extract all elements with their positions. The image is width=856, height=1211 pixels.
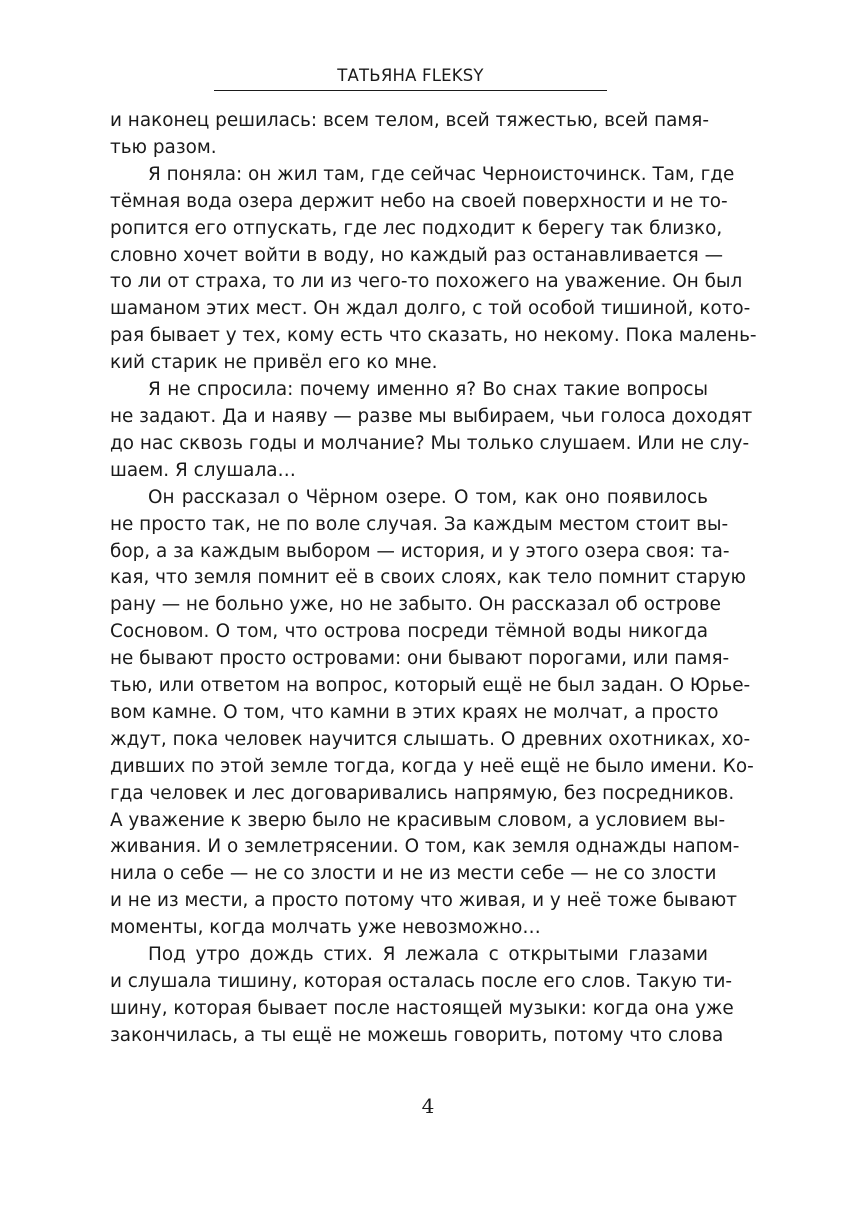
paragraph <box>110 942 734 1050</box>
text-line: до нас сквозь годы и молчание? Мы только слушаем. Или не слу- <box>110 432 750 454</box>
paragraph <box>110 108 708 162</box>
text-line: вом камне. О том, что камни в этих краях не молчат, а просто <box>110 701 719 723</box>
text-line: А уважение к зверю было не красивым словом, а условием вы- <box>110 809 726 831</box>
text-line: не просто так, не по воле случая. За каждым местом стоит вы- <box>110 513 729 535</box>
page-number: 4 <box>421 1094 435 1118</box>
text-line: тёмная вода озера держит небо на своей поверхности и не то- <box>110 190 728 212</box>
text-line: не бывают просто островами: они бывают порогами, или памя- <box>110 648 730 670</box>
text-line: словно хочет войти в воду, но каждый раз останавливается — <box>110 244 723 266</box>
text-line: шаем. Я слушала… <box>110 459 296 481</box>
text-line: Он рассказал о Чёрном озере. О том, как оно появилось <box>148 486 708 508</box>
text-line: ропится его отпускать, где лес подходит к берегу так близко, <box>110 217 723 239</box>
text-line: кая, что земля помнит её в своих слоях, как тело помнит старую <box>110 567 746 589</box>
text-line: не задают. Да и наяву — разве мы выбираем, чьи голоса доходят <box>110 405 753 427</box>
text-line: кий старик не привёл его ко мне. <box>110 352 438 374</box>
text-line: гда человек и лес договаривались напрямую, без посредников. <box>110 782 735 804</box>
text-line: живания. И о землетрясении. О том, как земля однажды напом- <box>110 836 740 858</box>
text-line: и наконец решилась: всем телом, всей тяжестью, всей памя- <box>110 110 710 131</box>
paragraph <box>110 162 757 377</box>
text-line: рану — не больно уже, но не забыто. Он рассказал об острове <box>110 594 721 616</box>
text-line: рая бывает у тех, кому есть что сказать, но некому. Пока малень- <box>110 325 757 347</box>
text-line: нила о себе — не со злости и не из мести себе — не со злости <box>110 863 717 885</box>
text-line: бор, а за каждым выбором — история, и у этого озера своя: та- <box>110 540 730 562</box>
running-header <box>214 64 607 91</box>
paragraph <box>110 377 753 485</box>
text-line: и не из мести, а просто потому что живая, и у неё тоже бывают <box>110 890 737 912</box>
text-line: шину, которая бывает после настоящей музыки: когда она уже <box>110 997 734 1019</box>
running-header-title: ТАТЬЯНА FLEKSY <box>337 66 484 85</box>
text-line: Я не спросила: почему именно я? Во снах такие вопросы <box>148 379 708 401</box>
text-line: дивших по этой земле тогда, когда у неё ещё не было имени. Ко- <box>110 755 754 777</box>
text-line: Сосновом. О том, что острова посреди тёмной воды никогда <box>110 621 708 643</box>
text-line: тью, или ответом на вопрос, который ещё не был задан. О Юрье- <box>110 675 751 697</box>
paragraph <box>110 485 754 942</box>
text-line: ждут, пока человек научится слышать. О древних охотниках, хо- <box>110 728 751 750</box>
text-line: моменты, когда молчать уже невозможно… <box>110 917 541 939</box>
text-line: Под утро дождь стих. Я лежала с открытыми глазами <box>148 944 708 966</box>
text-line: тью разом. <box>110 136 217 158</box>
text-line: и слушала тишину, которая осталась после его слов. Такую ти- <box>110 971 733 992</box>
text-line: шаманом этих мест. Он ждал долго, с той особой тишиной, кото- <box>110 298 751 320</box>
text-line: то ли от страха, то ли из чего-то похожего на уважение. Он был <box>110 271 743 293</box>
text-line: Я поняла: он жил там, где сейчас Черноисточинск. Там, где <box>148 163 735 185</box>
text-line: закончилась, а ты ещё не можешь говорить, потому что слова <box>110 1024 724 1046</box>
page-body-text <box>110 108 757 1050</box>
